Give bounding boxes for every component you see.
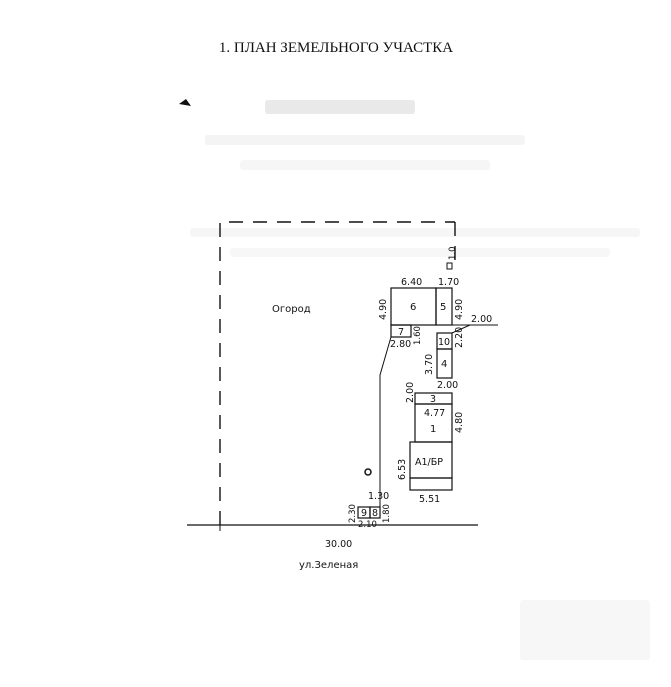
plot-boundary-dashed [220, 222, 455, 525]
background-bleed-through [190, 100, 650, 660]
dim-label: 4.90 [454, 298, 465, 320]
dim-label: 1.80 [382, 504, 392, 523]
building-a1-label: А1/БР [415, 457, 443, 468]
dim-label: 5.51 [419, 494, 441, 505]
dim-label: 3.70 [424, 353, 435, 375]
building-7-label: 7 [398, 327, 405, 338]
small-marker [447, 263, 452, 269]
dim-label: 2.00 [471, 314, 493, 325]
ink-mark [179, 99, 191, 106]
building-a1-lower [410, 478, 452, 490]
dim-label: 6.53 [397, 458, 408, 480]
garden-label: Огород [272, 304, 311, 315]
dim-label: 4.80 [454, 411, 465, 433]
path-line [380, 337, 391, 507]
page-title: 1. ПЛАН ЗЕМЕЛЬНОГО УЧАСТКА [218, 40, 454, 56]
dim-label: 6.40 [401, 277, 423, 288]
building-3-label: 3 [430, 394, 437, 405]
building-10-label: 10 [438, 337, 451, 348]
building-5-label: 5 [440, 302, 447, 313]
building-6-label: 6 [410, 302, 417, 313]
dim-label: 1.70 [438, 277, 460, 288]
dim-label: 2.30 [348, 504, 358, 523]
dim-label: 4.77 [424, 408, 446, 419]
dim-label: 2.10 [358, 520, 377, 530]
building-8-label: 8 [372, 508, 379, 519]
dim-label: 2.20 [454, 326, 465, 348]
dim-label: 1.0 [448, 246, 458, 260]
building-1-label: 1 [430, 424, 437, 435]
dim-label: 4.90 [378, 298, 389, 320]
dim-label: 2.00 [437, 380, 459, 391]
street-label: ул.Зеленая [299, 560, 359, 571]
dim-label-total-width: 30.00 [325, 539, 353, 550]
building-4-label: 4 [441, 359, 448, 370]
dim-label: 1.30 [368, 491, 390, 502]
building-9-label: 9 [361, 508, 368, 519]
dim-label: 2.80 [390, 339, 412, 350]
dim-label: 2.00 [405, 381, 416, 403]
well-icon [365, 469, 371, 475]
dim-label: 1.60 [413, 326, 423, 345]
